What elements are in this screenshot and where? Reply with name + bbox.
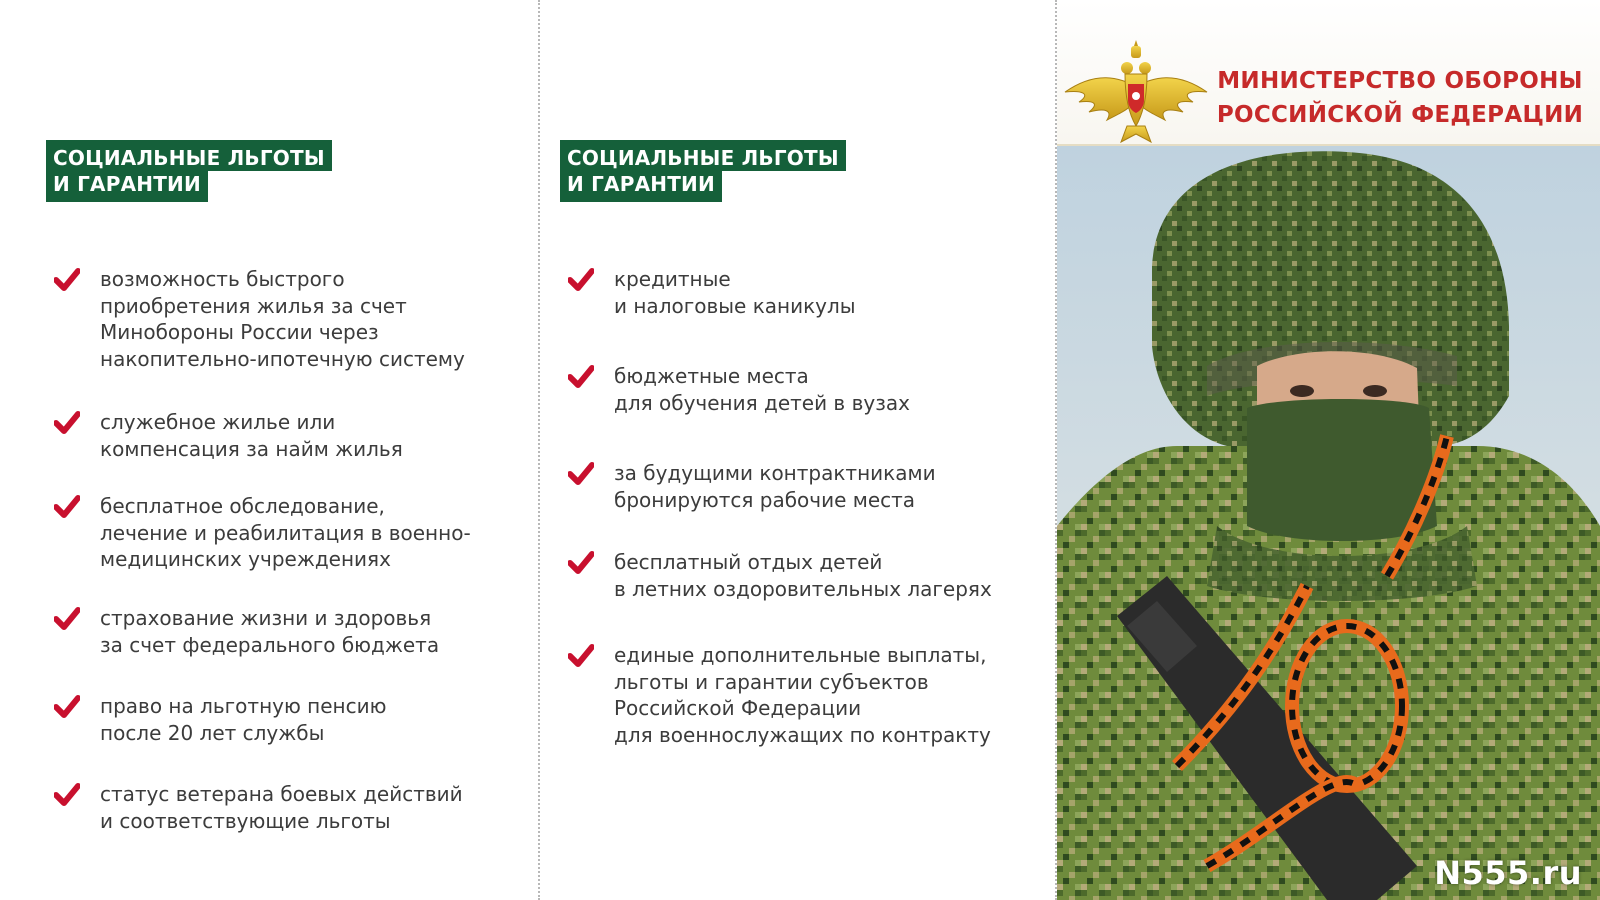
list-item-text: служебное жилье или компенсация за найм жилья [100,410,403,461]
list-item-text: страхование жизни и здоровья за счет федерального бюджета [100,606,440,657]
checkmark-icon [54,607,80,631]
checkmark-icon [54,268,80,292]
checkmark-icon [54,495,80,519]
checkmark-icon [54,411,80,435]
ministry-title [1205,64,1595,132]
header-line-1: СОЦИАЛЬНЫЕ ЛЬГОТЫ [46,140,332,171]
soldier-photo [1057,146,1600,900]
column-divider-1 [538,0,540,900]
list-item-text: бюджетные места для обучения детей в вузах [614,364,910,415]
checkmark-icon [568,644,594,668]
benefits-header [46,140,332,202]
list-item-text: право на льготную пенсию после 20 лет службы [100,694,387,745]
list-item-text: возможность быстрого приобретения жилья за счет Минобороны России через накопительно-ипотечную систему [100,267,465,371]
ministry-header [1057,0,1600,146]
checkmark-icon [568,551,594,575]
checkmark-icon [568,268,594,292]
benefits-header [560,140,846,202]
list-item-text: за будущими контрактниками бронируются рабочие места [614,461,936,512]
checkmark-icon [568,462,594,486]
list-item-text: кредитные и налоговые каникулы [614,267,856,318]
ministry-photo-panel [1057,0,1600,900]
checkmark-icon [568,365,594,389]
ministry-title-line-2: РОССИЙСКОЙ ФЕДЕРАЦИИ [1216,102,1584,128]
list-item-text: статус ветерана боевых действий и соответствующие льготы [100,782,463,833]
double-headed-eagle-emblem-icon [1061,40,1211,144]
checkmark-icon [54,695,80,719]
header-line-1: СОЦИАЛЬНЫЕ ЛЬГОТЫ [560,140,846,171]
ministry-title-line-1: МИНИСТЕРСТВО ОБОРОНЫ [1217,68,1583,94]
list-item-text: бесплатный отдых детей в летних оздоровительных лагерях [614,550,992,601]
list-item-text: единые дополнительные выплаты, льготы и гарантии субъектов Российской Федерации для военнослужащих по контракту [614,643,991,747]
site-watermark: N555.ru [1434,854,1582,892]
header-line-2: И ГАРАНТИИ [560,171,722,202]
list-item-text: бесплатное обследование, лечение и реабилитация в военно- медицинских учреждениях [100,494,471,571]
checkmark-icon [54,783,80,807]
header-line-2: И ГАРАНТИИ [46,171,208,202]
